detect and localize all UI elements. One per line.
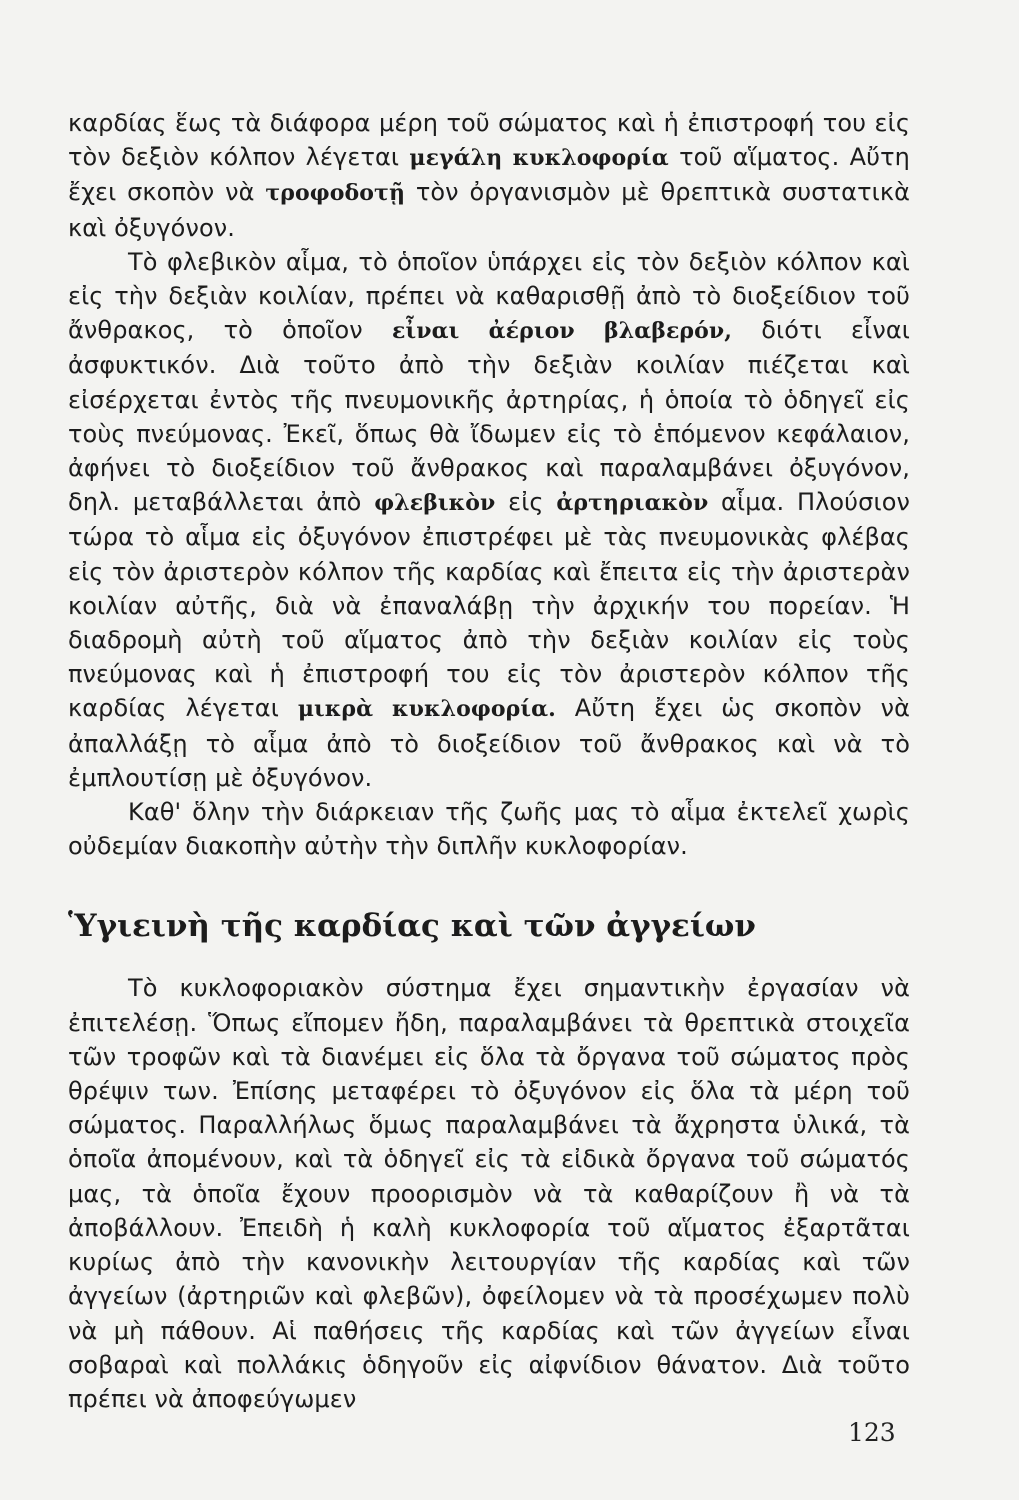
- term-flevikon: φλεβικὸν: [374, 490, 496, 517]
- p2-text-5: Αὔτη ἔχει ὡς σκοπὸν νὰ ἀπαλλάξῃ τὸ αἷμα ἀπὸ τὸ διοξείδιον τοῦ ἄνθρακος καὶ νὰ τὸ ἐμπλουτίσῃ μὲ ὀξυγόνον.: [68, 694, 911, 792]
- p2-text-1: Τὸ φλεβικὸν αἷμα, τὸ ὁποῖον ὑπάρχει εἰς τὸν δεξιὸν κόλπον καὶ εἰς τὴν δεξιὰν κοιλίαν, πρέπει νὰ καθαρισθῇ ἀπὸ τὸ διοξείδιον τοῦ ἄνθρακος, τὸ ὁποῖον: [68, 247, 910, 345]
- section-paragraph-1: Τὸ κυκλοφοριακὸν σύστημα ἔχει σημαντικὴν ἐργασίαν νὰ ἐπιτελέσῃ. Ὅπως εἴπομεν ἤδη, παραλαμβάνει τὰ θρεπτικὰ στοιχεῖα τῶν τροφῶν καὶ τὰ διανέμει εἰς ὅλα τὰ ὄργανα τοῦ σώματος πρὸς θρέψιν των. Ἐπίσης μεταφέρει τὸ ὀξυγόνον εἰς ὅλα τὰ μέρη τοῦ σώματος. Παραλλήλως ὅμως παραλαμβάνει τὰ ἄχρηστα ὑλικά, τὰ ὁποῖα ἀπομένουν, καὶ τὰ ὁδηγεῖ εἰς τὰ εἰδικὰ ὄργανα τοῦ σώματός μας, τὰ ὁποῖα ἔχουν προορισμὸν νὰ τὰ καθαρίζουν ἢ νὰ τὰ ἀποβάλλουν. Ἐπειδὴ ἡ καλὴ κυκλοφορία τοῦ αἵματος ἐξαρτᾶται κυρίως ἀπὸ τὴν κανονικὴν λειτουργίαν τῆς καρδίας καὶ τῶν ἀγγείων (ἀρτηριῶν καὶ φλεβῶν), ὀφείλομεν νὰ τὰ προσέχωμεν πολὺ νὰ μὴ πάθουν. Αἱ παθήσεις τῆς καρδίας καὶ τῶν ἀγγείων εἶναι σοβαραὶ καὶ πολλάκις ὁδηγοῦν εἰς αἰφνίδιον θάνατον. Διὰ τοῦτο πρέπει νὰ ἀποφεύγωμεν: [68, 974, 910, 1413]
- p2-text-2: διότι εἶναι ἀσφυκτικόν. Διὰ τοῦτο ἀπὸ τὴν δεξιὰν κοιλίαν πιέζεται καὶ εἰσέρχεται ἐντὸς τῆς πνευμονικῆς ἀρτηρίας, ἡ ὁποία τὸ ὁδηγεῖ εἰς τοὺς πνεύμονας. Ἐκεῖ, ὅπως θὰ ἴδωμεν εἰς τὸ ἑπόμενον κεφάλαιον, ἀφήνει τὸ διοξείδιον τοῦ ἄνθρακος καὶ παραλαμβάνει ὀξυγόνον, δηλ. μεταβάλλεται ἀπὸ: [68, 316, 910, 517]
- term-artiriakon: ἀρτηριακὸν: [556, 490, 709, 517]
- p1-text-1: καρδίας ἕως τὰ διάφορα μέρη τοῦ σώματος καὶ ἡ ἐπιστροφή του εἰς τὸν δεξιὸν κόλπον λέγεται: [68, 109, 910, 172]
- page-number: 123: [848, 1418, 896, 1447]
- term-aerion-vlaveron: εἶναι ἀέριον βλαβερόν,: [392, 318, 733, 345]
- paragraph-2: [68, 245, 910, 795]
- p1-text-2: τοῦ αἵματος. Αὔτη ἔχει σκοπὸν νὰ: [68, 143, 910, 207]
- paragraph-1: [68, 106, 910, 245]
- term-trofodoti: τροφοδοτῇ: [265, 180, 406, 207]
- p2-text-4: αἷμα. Πλούσιον τώρα τὸ αἷμα εἰς ὀξυγόνον ἐπιστρέφει μὲ τὰς πνευμονικὰς φλέβας εἰς τὸν ἀριστερὸν κόλπον τῆς καρδίας καὶ ἔπειτα εἰς τὴν ἀριστερὰν κοιλίαν αὐτῆς, διὰ νὰ ἐπαναλάβῃ τὴν ἀρχικήν του πορείαν. Ἡ διαδρομὴ αὐτὴ τοῦ αἵματος ἀπὸ τὴν δεξιὰν κοιλίαν εἰς τοὺς πνεύμονας καὶ ἡ ἐπιστροφή του εἰς τὸν ἀριστερὸν κόλπον τῆς καρδίας λέγεται: [68, 488, 910, 723]
- p1-text-3: τὸν ὀργανισμὸν μὲ θρεπτικὰ συστατικὰ καὶ ὀξυγόνον.: [68, 178, 911, 242]
- term-megali-kykloforia: μεγάλη κυκλοφορία: [409, 145, 669, 172]
- paragraph-3: Καθ' ὅλην τὴν διάρκειαν τῆς ζωῆς μας τὸ αἷμα ἐκτελεῖ χωρὶς οὐδεμίαν διακοπὴν αὐτὴν τὴν διπλῆν κυκλοφορίαν.: [68, 798, 910, 861]
- p2-text-3: εἰς: [495, 488, 557, 517]
- section-heading: Ὑγιεινὴ τῆς καρδίας καὶ τῶν ἀγγείων: [68, 908, 756, 945]
- text-block: [68, 106, 910, 1416]
- term-mikra-kykloforia: μικρὰ κυκλοφορία.: [297, 696, 556, 723]
